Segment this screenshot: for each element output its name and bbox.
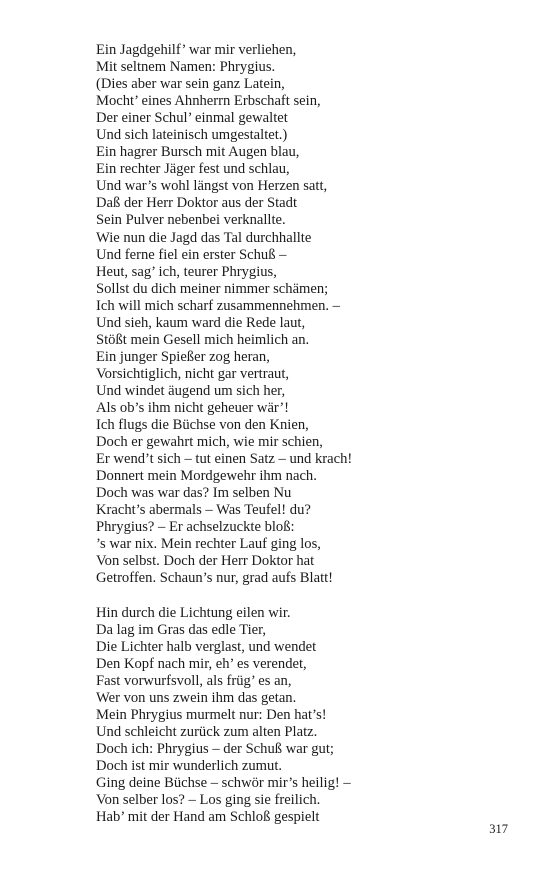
poem-line: Ein hagrer Bursch mit Augen blau,: [96, 144, 300, 161]
poem-line: Und ferne fiel ein erster Schuß –: [96, 246, 287, 263]
poem-line: ’s war nix. Mein rechter Lauf ging los,: [96, 536, 321, 553]
poem-line: Und war’s wohl längst von Herzen satt,: [96, 178, 328, 195]
poem-line: Phrygius? – Er achselzuckte bloß:: [96, 519, 295, 536]
poem-line: Ich will mich scharf zusammennehmen. –: [96, 297, 340, 314]
page-number: 317: [489, 822, 508, 836]
stanza: [96, 42, 516, 588]
poem-line: Mit seltnem Namen: Phrygius.: [96, 59, 276, 76]
poem-line: Daß der Herr Doktor aus der Stadt: [96, 195, 298, 212]
poem-line: Von selbst. Doch der Herr Doktor hat: [96, 553, 315, 570]
poem-line: Heut, sag’ ich, teurer Phrygius,: [96, 263, 277, 280]
poem-line: Und schleicht zurück zum alten Platz.: [96, 723, 318, 740]
poem-line: Die Lichter halb verglast, und wendet: [96, 638, 317, 655]
poem-line: Und windet äugend um sich her,: [96, 382, 286, 399]
poem-line: Da lag im Gras das edle Tier,: [96, 621, 267, 638]
poem-line: Wie nun die Jagd das Tal durchhallte: [96, 229, 312, 246]
poem-line: Ein Jagdgehilf’ war mir verliehen,: [96, 42, 297, 58]
poem-line: Doch er gewahrt mich, wie mir schien,: [96, 434, 323, 451]
poem-line: Ging deine Büchse – schwör mir’s heilig! –: [96, 774, 351, 791]
poem-text: [96, 42, 516, 826]
poem-line: Den Kopf nach mir, eh’ es verendet,: [96, 655, 307, 672]
poem-line: Er wend’t sich – tut einen Satz – und krach!: [96, 451, 353, 468]
poem-line: Der einer Schul’ einmal gewaltet: [96, 110, 288, 127]
poem-line: Doch was war das? Im selben Nu: [96, 485, 292, 502]
poem-line: Ein rechter Jäger fest und schlau,: [96, 161, 290, 178]
poem-line: Ich flugs die Büchse von den Knien,: [96, 417, 309, 434]
poem-line: Von selber los? – Los ging sie freilich.: [96, 792, 321, 809]
poem-line: Sein Pulver nebenbei verknallte.: [96, 212, 286, 229]
poem-line: Ein junger Spießer zog heran,: [96, 348, 270, 365]
poem-line: Wer von uns zwein ihm das getan.: [96, 689, 297, 706]
poem-line: Als ob’s ihm nicht geheuer wär’!: [96, 399, 290, 416]
poem-line: Hin durch die Lichtung eilen wir.: [96, 604, 291, 621]
poem-line: Mein Phrygius murmelt nur: Den hat’s!: [96, 706, 327, 723]
poem-line: Und sieh, kaum ward die Rede laut,: [96, 314, 306, 331]
poem-line: Fast vorwurfsvoll, als früg’ es an,: [96, 672, 292, 689]
poem-line: Stößt mein Gesell mich heimlich an.: [96, 331, 310, 348]
poem-line: (Dies aber war sein ganz Latein,: [96, 76, 285, 93]
poem-line: Vorsichtiglich, nicht gar vertraut,: [96, 365, 290, 382]
stanza: [96, 605, 516, 827]
poem-line: Mocht’ eines Ahnherrn Erbschaft sein,: [96, 93, 321, 110]
poem-line: Donnert mein Mordgewehr ihm nach.: [96, 468, 317, 485]
poem-line: Kracht’s abermals – Was Teufel! du?: [96, 502, 311, 519]
poem-line: Doch ich: Phrygius – der Schuß war gut;: [96, 740, 334, 757]
poem-line: Doch ist mir wunderlich zumut.: [96, 757, 283, 774]
poem-line: Und sich lateinisch umgestaltet.): [96, 127, 288, 144]
poem-line: Sollst du dich meiner nimmer schämen;: [96, 280, 329, 297]
poem-line: Getroffen. Schaun’s nur, grad aufs Blatt!: [96, 570, 334, 587]
poem-line: Hab’ mit der Hand am Schloß gespielt: [96, 809, 320, 826]
